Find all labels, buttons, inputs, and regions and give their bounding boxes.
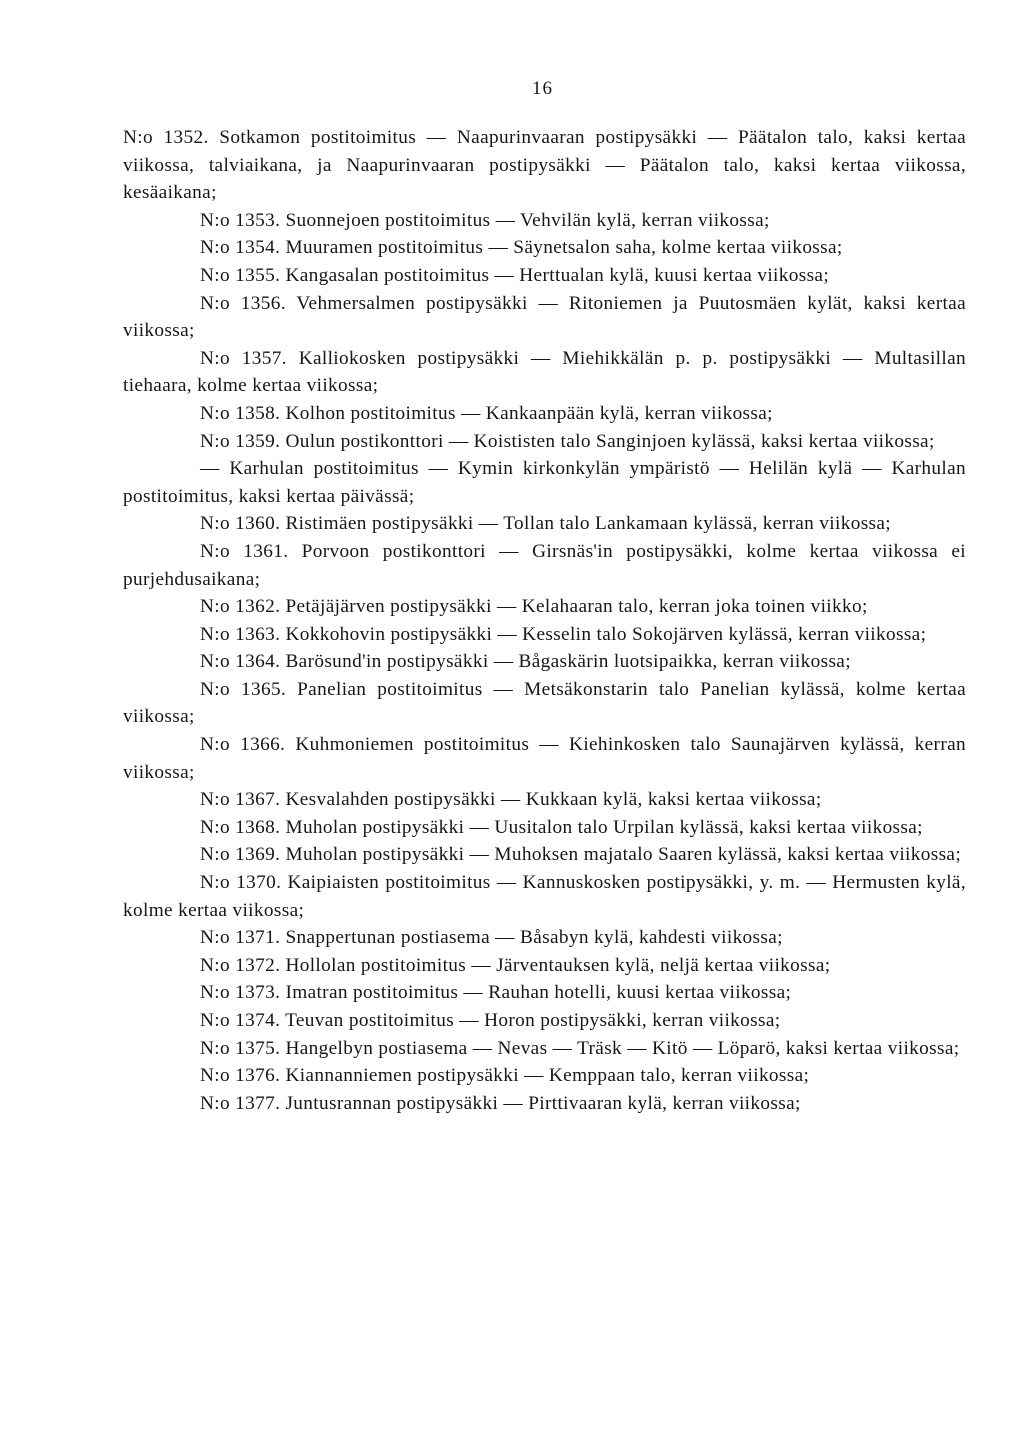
entry-1368: N:o 1368. Muholan postipysäkki — Uusitalon talo Urpilan kylässä, kaksi kertaa viikossa; [200,816,923,838]
entry-1359-continuation: — Karhulan postitoimitus — Kymin kirkonkylän ympäristö — Helilän kylä — Karhulan postitoimitus, kaksi kertaa päivässä; [123,458,966,507]
entry-1362: N:o 1362. Petäjäjärven postipysäkki — Kelahaaran talo, kerran joka toinen viikko; [200,596,868,618]
entry-1374: N:o 1374. Teuvan postitoimitus — Horon postipysäkki, kerran viikossa; [200,1010,781,1031]
entry-1371: N:o 1371. Snappertunan postiasema — Båsabyn kylä, kahdesti viikossa; [200,927,783,949]
entry-1364: N:o 1364. Barösund'in postipysäkki — Bågaskärin luotsipaikka, kerran viikossa; [200,651,851,673]
entry-1369: N:o 1369. Muholan postipysäkki — Muhoksen majatalo Saaren kylässä, kaksi kertaa viikossa; [200,844,962,866]
entry-1363: N:o 1363. Kokkohovin postipysäkki — Kesselin talo Sokojärven kylässä, kerran viikossa; [200,623,927,645]
entry-1355: N:o 1355. Kangasalan postitoimitus — Herttualan kylä, kuusi kertaa viikossa; [200,264,830,286]
entry-1360: N:o 1360. Ristimäen postipysäkki — Tollan talo Lankamaan kylässä, kerran viikossa; [200,513,892,535]
entry-1373: N:o 1373. Imatran postitoimitus — Rauhan hotelli, kuusi kertaa viikossa; [200,982,792,1004]
entry-1354: N:o 1354. Muuramen postitoimitus — Säynetsalon saha, kolme kertaa viikossa; [200,237,843,259]
entry-1359: N:o 1359. Oulun postikonttori — Koististen talo Sanginjoen kylässä, kaksi kertaa viikossa; [200,430,935,452]
entry-1356: N:o 1356. Vehmersalmen postipysäkki — Ritoniemen ja Puutosmäen kylät, kaksi kertaa viikossa; [123,292,966,342]
entry-1357: N:o 1357. Kalliokosken postipysäkki — Miehikkälän p. p. postipysäkki — Multasillan tiehaara, kolme kertaa viikossa; [123,347,966,397]
entry-1367: N:o 1367. Kesvalahden postipysäkki — Kukkaan kylä, kaksi kertaa viikossa; [200,789,822,811]
entry-1376: N:o 1376. Kiannanniemen postipysäkki — Kemppaan talo, kerran viikossa; [200,1065,810,1087]
entry-1366: N:o 1366. Kuhmoniemen postitoimitus — Kiehinkosken talo Saunajärven kylässä, kerran viikossa; [123,734,966,783]
entry-1372: N:o 1372. Hollolan postitoimitus — Järventauksen kylä, neljä kertaa viikossa; [200,954,831,976]
entry-1377: N:o 1377. Juntusrannan postipysäkki — Pirttivaaran kylä, kerran viikossa; [200,1092,801,1114]
body-text [123,124,966,1117]
entry-1353: N:o 1353. Suonnejoen postitoimitus — Vehvilän kylä, kerran viikossa; [200,209,770,231]
entry-1370: N:o 1370. Kaipiaisten postitoimitus — Kannuskosken postipysäkki, y. m. — Hermusten kylä, kolme kertaa viikossa; [123,872,966,921]
entry-1352: N:o 1352. Sotkamon postitoimitus — Naapurinvaaran postipysäkki — Päätalon talo, kaksi kertaa viikossa, talviaikana, ja Naapurinvaaran postipysäkki — Päätalon talo, kaksi kertaa viikossa, kesäaikana; [123,127,966,204]
entry-1365: N:o 1365. Panelian postitoimitus — Metsäkonstarin talo Panelian kylässä, kolme kertaa viikossa; [123,678,966,728]
entry-1375: N:o 1375. Hangelbyn postiasema — Nevas — Träsk — Kitö — Löparö, kaksi kertaa viikossa; [200,1037,960,1059]
page-number: 16 [532,78,553,99]
entry-1358: N:o 1358. Kolhon postitoimitus — Kankaanpään kylä, kerran viikossa; [200,402,773,424]
entry-1361: N:o 1361. Porvoon postikonttori — Girsnäs'in postipysäkki, kolme kertaa viikossa ei purjehdusaikana; [123,540,966,590]
